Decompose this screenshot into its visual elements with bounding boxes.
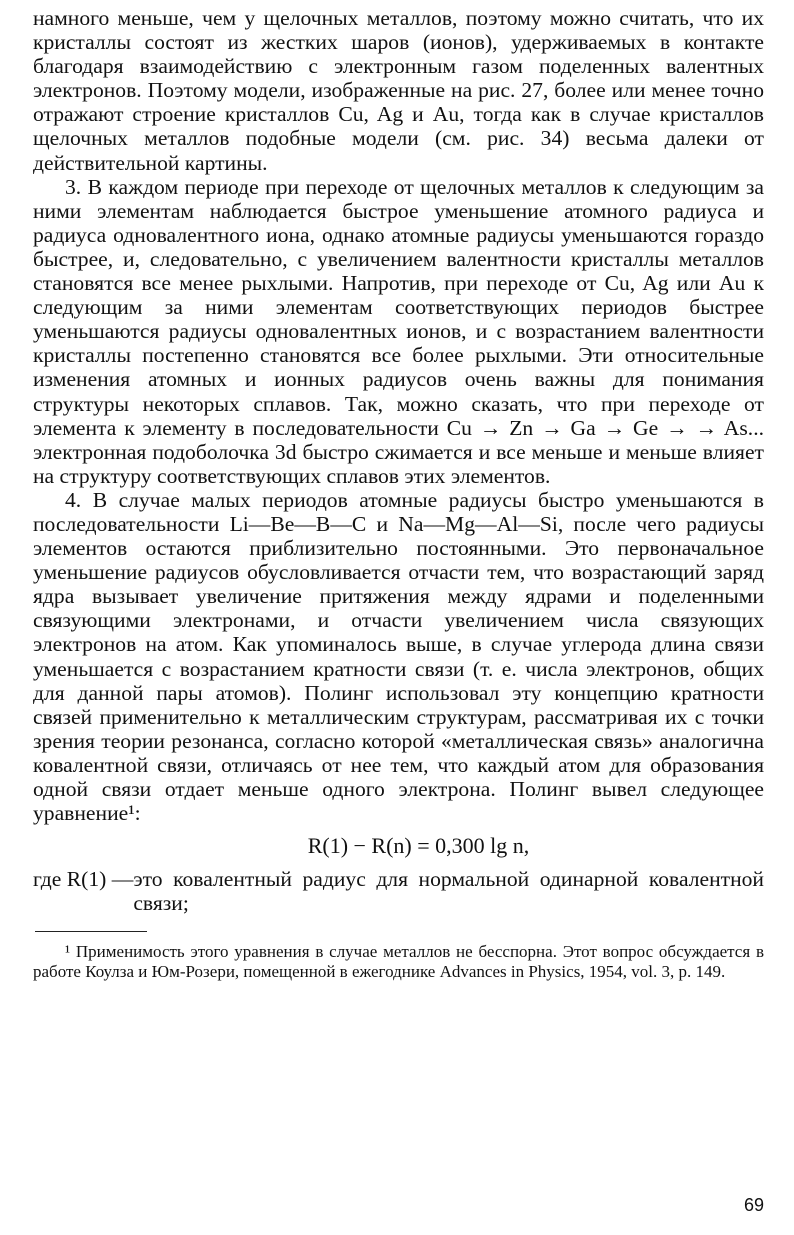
paragraph-continued: намного меньше, чем у щелочных металлов, поэтому можно считать, что их кристаллы состоят из жестких шаров (ионов), удерживаемых в контакте благодаря взаимодействию с электронным газом поделенных валентных электронов. Поэтому модели, изображенные на рис. 27, более или менее точно отражают строение кристаллов Cu, Ag и Au, тогда как в случае кристаллов щелочных металлов подобные модели (см. рис. 34) весьма далеки от действительной картины. [33, 6, 764, 175]
page-body [33, 6, 764, 982]
paragraph-3: 3. В каждом периоде при переходе от щелочных металлов к следующим за ними элементам наблюдается быстрое уменьшение атомного радиуса и радиуса одновалентного иона, однако атомные радиусы уменьшаются гораздо быстрее, и, следовательно, с увеличением валентности кристаллы металлов становятся все менее рыхлыми. Напротив, при переходе от Cu, Ag или Au к следующим за ними элементам соответствующих периодов быстрее уменьшаются радиусы одновалентных ионов, и с возрастанием валентности кристаллы постепенно становятся все более рыхлыми. Эти относительные изменения атомных и ионных радиусов очень важны для понимания структуры некоторых сплавов. Так, можно сказать, что при переходе от элемента к элементу в последовательности Cu → Zn → Ga → Ge → → As... электронная подоболочка 3d быстро сжимается и все меньше и меньше влияет на структуру соответствующих сплавов этих элементов. [33, 174, 764, 488]
footnote-divider [35, 931, 147, 932]
equation: R(1) − R(n) = 0,300 lg n, [307, 833, 530, 859]
where-clause [33, 867, 764, 915]
where-term: где R(1) — [33, 867, 134, 892]
footnote: ¹ Применимость этого уравнения в случае металлов не бесспорна. Этот вопрос обсуждается в работе Коулза и Юм-Розери, помещенной в ежегоднике Advances in Physics, 1954, vol. 3, p. 149. [33, 942, 764, 982]
paragraph-4: 4. В случае малых периодов атомные радиусы быстро уменьшаются в последовательности Li—Be—B—C и Na—Mg—Al—Si, после чего радиусы элементов остаются приблизительно постоянными. Это первоначальное уменьшение радиусов обусловливается отчасти тем, что возрастающий заряд ядра вызывает увеличение притяжения между ядрами и поделенными связующими электронами, и отчасти увеличением числа связующих электронов на атом. Как упоминалось выше, в случае углерода длина связи уменьшается с возрастанием кратности связи (т. е. числа электронов, общих для данной пары атомов). Полинг использовал эту концепцию кратности связей применительно к металлическим структурам, рассматривая их с точки зрения теории резонанса, согласно которой «металлическая связь» аналогична ковалентной связи, отличаясь от нее тем, что каждый атом для образования одной связи отдает меньше одного электрона. Полинг вывел следующее уравнение¹: [33, 487, 764, 826]
page-number: 69 [743, 1195, 764, 1215]
where-definition: это ковалентный радиус для нормальной одинарной ковалентной связи; [133, 867, 764, 916]
